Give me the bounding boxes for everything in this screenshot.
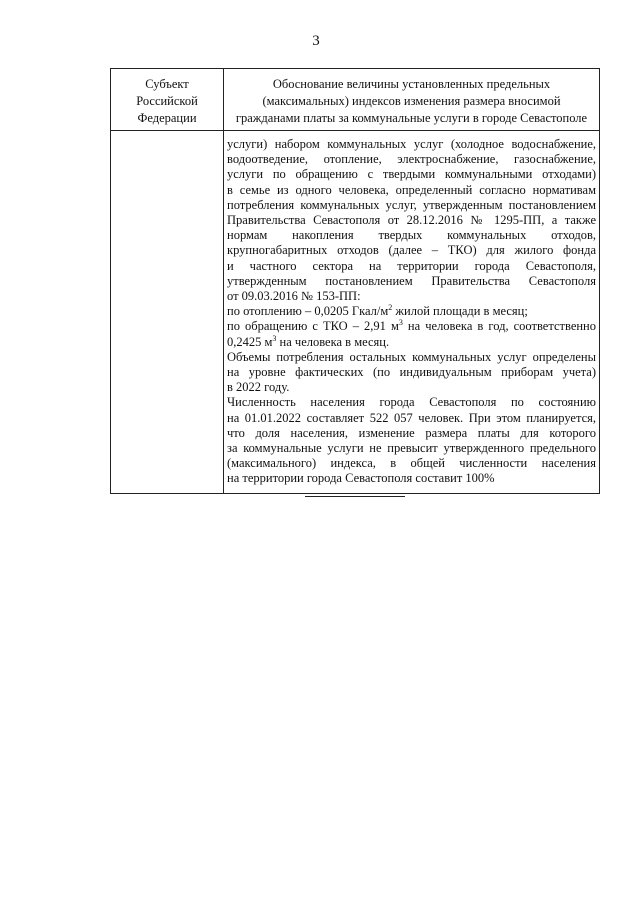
text-line: в семье из одного человека, определенный согласно нормативам [227, 182, 596, 197]
header-justification-line: Обоснование величины установленных предельных [272, 77, 551, 91]
text-line: на уровне фактических (по индивидуальным приборам учета) [227, 365, 596, 380]
justification-table [110, 68, 600, 494]
text-line-part: по отоплению – 0,0205 Гкал/м [227, 304, 389, 319]
unit-superscript: 2 [388, 303, 393, 313]
text-line [227, 335, 596, 350]
text-line [227, 304, 596, 319]
text-line: услуги по обращению с твердыми коммунальными отходами) [227, 167, 596, 182]
table-row [111, 131, 600, 494]
text-line: крупногабаритных отходов (далее – ТКО) для жилого фонда [227, 243, 596, 258]
text-line-part: жилой площади в месяц; [392, 304, 528, 319]
subject-cell [111, 131, 224, 494]
text-line: и частного сектора на территории города Севастополя, [227, 258, 596, 273]
text-line: Численность населения города Севастополя по состоянию [227, 395, 596, 410]
text-line: потребления коммунальных услуг, утвержденным постановлением [227, 197, 596, 212]
text-line: на 01.01.2022 составляет 522 057 человек. При этом планируется, [227, 410, 596, 425]
header-justification [224, 69, 600, 131]
header-justification-line: (максимальных) индексов изменения размера вносимой [262, 94, 561, 108]
text-line: на территории города Севастополя составит 100% [227, 471, 495, 486]
text-line: утвержденным постановлением Правительства Севастополя [227, 273, 596, 288]
justification-text-cell [224, 131, 600, 494]
header-subject [111, 69, 224, 131]
text-line-part: по обращению с ТКО – 2,91 м [227, 319, 399, 334]
text-line: Объемы потребления остальных коммунальных услуг определены [227, 349, 596, 364]
unit-superscript: 3 [272, 333, 277, 343]
unit-superscript: 3 [398, 318, 403, 328]
end-divider [305, 496, 405, 497]
text-line: за коммунальные услуги не превысит утвержденного предельного [227, 441, 596, 456]
text-line: нормам накопления твердых коммунальных отходов, [227, 228, 596, 243]
text-line: в 2022 году. [227, 380, 290, 395]
text-line: (максимального) индекса, в общей численности населения [227, 456, 596, 471]
text-line: Правительства Севастополя от 28.12.2016 № 1295-ПП, а также [227, 213, 596, 228]
text-line-part: 0,2425 м [227, 334, 273, 349]
text-line [227, 319, 596, 334]
header-subject-line: Федерации [137, 111, 197, 125]
text-line-part: на человека в месяц. [276, 334, 390, 349]
table-header-row [111, 69, 600, 131]
header-justification-line: гражданами платы за коммунальные услуги в городе Севастополе [235, 111, 588, 125]
text-line: от 09.03.2016 № 153-ПП: [227, 289, 361, 304]
text-line: что доля населения, изменение размера платы для которого [227, 425, 596, 440]
page-number: 3 [312, 33, 320, 49]
text-line-part: на человека в год, соответственно [402, 319, 596, 334]
text-line: услуги) набором коммунальных услуг (холодное водоснабжение, [227, 137, 596, 151]
header-subject-line: Российской [136, 94, 198, 108]
justification-text [227, 137, 596, 487]
text-line: водоотведение, отопление, электроснабжение, газоснабжение, [227, 152, 596, 167]
header-subject-line: Субъект [145, 77, 189, 91]
